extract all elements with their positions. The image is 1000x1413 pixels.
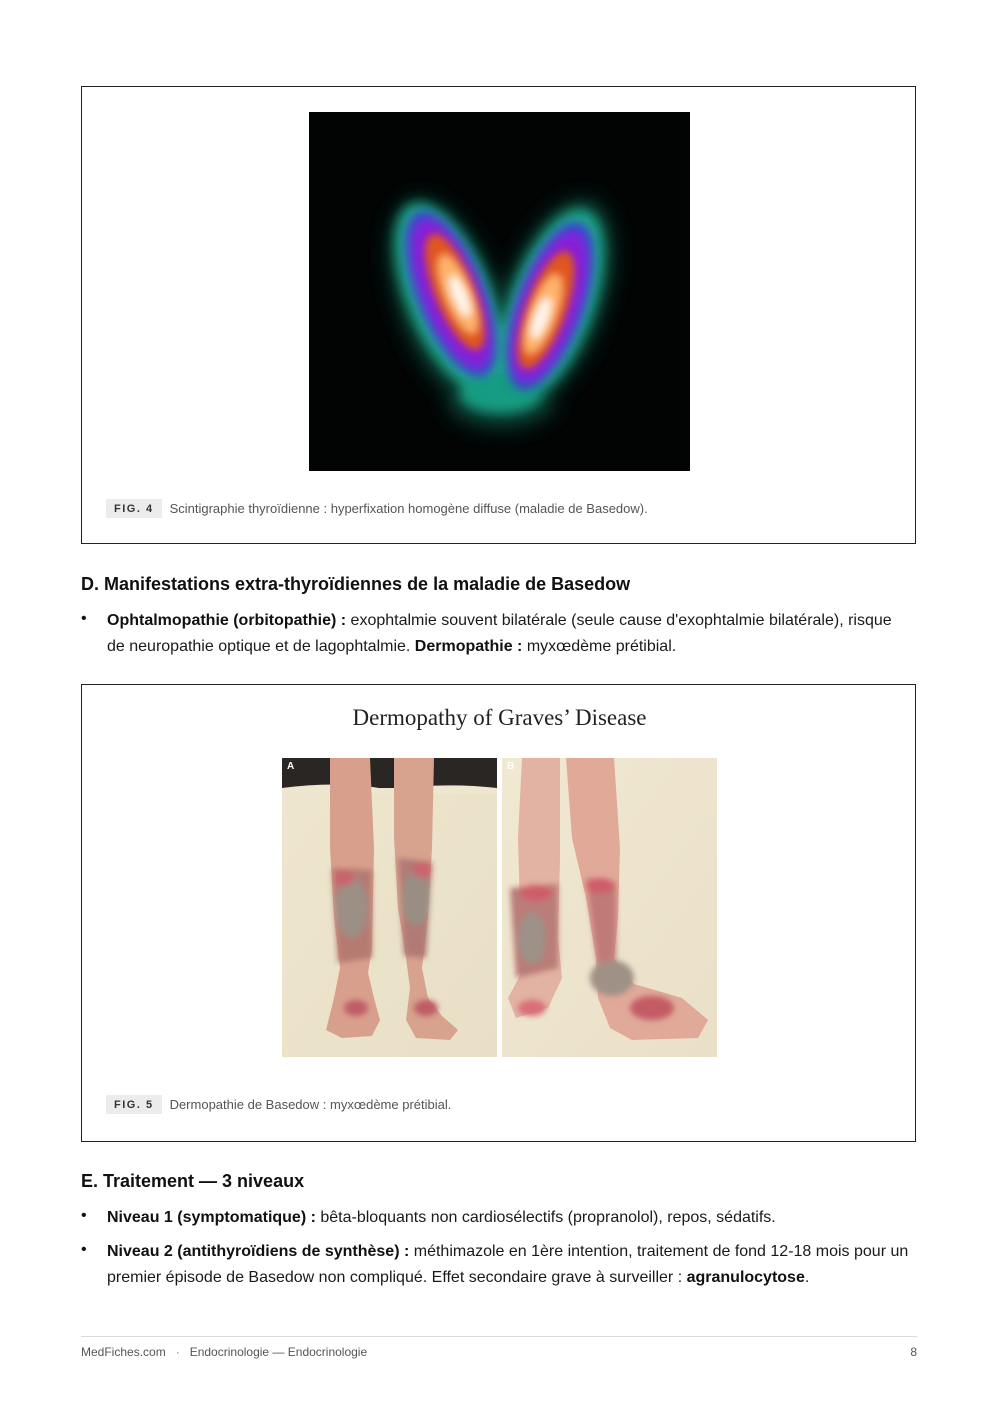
list-item-lead: Niveau 2 (antithyroïdiens de synthèse) : [107, 1243, 410, 1260]
list-item-text: bêta-bloquants non cardiosélectifs (propranolol), repos, sédatifs. [315, 1209, 776, 1226]
list-item-text: méthimazole en 1ère intention, traitement de fond 12-18 mois pour un premier épisode de Basedow non compliqué. Effet secondaire grave à surveiller : [107, 1243, 909, 1286]
dermopathy-photo-a [282, 758, 497, 1057]
list-item-text: exophtalmie souvent bilatérale (seule cause d'exophtalmie bilatérale), risque de neuropathie optique et de lagophtalmie. [107, 612, 892, 655]
thyroid-scintigraphy-image [309, 112, 690, 471]
figure-5-caption-text: Dermopathie de Basedow : myxœdème prétibial. [169, 1097, 452, 1112]
figure-4-caption [106, 499, 648, 518]
list-item-lead: Niveau 1 (symptomatique) : [107, 1209, 316, 1226]
photo-b-label: B [507, 761, 515, 772]
list-item-text-2: . [804, 1269, 810, 1286]
page-number: 8 [910, 1345, 917, 1359]
photo-a-label: A [287, 761, 295, 772]
figure-4 [81, 86, 916, 544]
section-e-list [81, 1205, 911, 1299]
section-d-list [81, 608, 911, 668]
list-item [81, 1239, 911, 1291]
figure-5 [81, 684, 916, 1142]
page-footer [81, 1336, 917, 1359]
figure-4-tag: FIG. 4 [106, 499, 162, 518]
section-e-title: E. Traitement — 3 niveaux [81, 1171, 305, 1191]
list-item-lead: Ophtalmopathie (orbitopathie) : [107, 612, 347, 629]
list-item-lead-2: Dermopathie : [414, 638, 523, 655]
footer-separator: · [175, 1345, 180, 1359]
list-item-text-2: myxœdème prétibial. [522, 638, 677, 655]
list-item [81, 1205, 911, 1231]
figure-5-caption [106, 1095, 451, 1114]
figure-5-image-title: Dermopathy of Graves’ Disease [352, 705, 647, 730]
footer-section: Endocrinologie — Endocrinologie [189, 1345, 368, 1359]
figure-4-caption-text: Scintigraphie thyroïdienne : hyperfixation homogène diffuse (maladie de Basedow). [169, 501, 648, 516]
footer-site: MedFiches.com [81, 1345, 166, 1359]
section-d-title: D. Manifestations extra-thyroïdiennes de la maladie de Basedow [81, 574, 631, 594]
figure-5-tag: FIG. 5 [106, 1095, 162, 1114]
list-item-lead-2: agranulocytose [686, 1269, 805, 1286]
dermopathy-photo-b [502, 758, 717, 1057]
footer-left [81, 1345, 367, 1359]
list-item [81, 608, 911, 660]
